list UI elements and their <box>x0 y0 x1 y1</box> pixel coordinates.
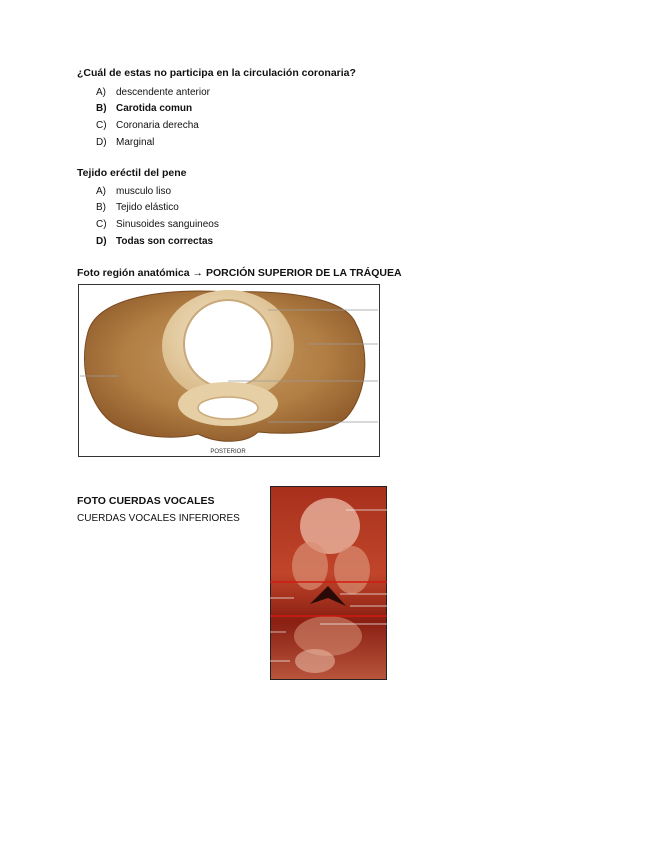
option-d <box>96 134 210 151</box>
option-c <box>96 117 210 134</box>
option-text: Carotida comun <box>116 103 193 115</box>
option-text: Coronaria derecha <box>116 119 199 131</box>
posterior-label: POSTERIOR <box>210 449 246 455</box>
question-2-title: Tejido eréctil del pene <box>77 167 187 179</box>
option-d-correct <box>96 233 219 250</box>
option-text: Tejido elástico <box>116 202 179 214</box>
option-text: Sinusoides sanguineos <box>116 218 219 230</box>
caption-answer: PORCIÓN SUPERIOR DE LA TRÁQUEA <box>205 267 402 279</box>
question-1-options <box>96 84 210 150</box>
trachea-cross-section-image <box>78 284 380 457</box>
option-letter: D) <box>96 136 107 148</box>
option-letter: A) <box>96 185 106 197</box>
photo-1-caption <box>77 267 402 279</box>
option-letter: C) <box>96 119 107 131</box>
question-1-title: ¿Cuál de estas no participa en la circulación coronaria? <box>77 67 356 79</box>
question-2-options <box>96 183 219 249</box>
vocal-cords-image <box>270 486 387 680</box>
option-b <box>96 200 219 217</box>
option-a <box>96 183 219 200</box>
option-c <box>96 216 219 233</box>
option-b-correct <box>96 101 210 118</box>
option-text: Todas son correctas <box>116 235 214 247</box>
photo-2-answer: CUERDAS VOCALES INFERIORES <box>77 513 240 524</box>
caption-prefix: Foto región anatómica → <box>77 267 206 279</box>
option-letter: A) <box>96 86 106 98</box>
option-text: descendente anterior <box>116 86 210 98</box>
option-letter: B) <box>96 103 107 115</box>
option-letter: D) <box>96 235 107 247</box>
option-a <box>96 84 210 101</box>
photo-2-title: FOTO CUERDAS VOCALES <box>77 495 215 507</box>
option-letter: B) <box>96 202 106 214</box>
option-letter: C) <box>96 218 107 230</box>
option-text: musculo liso <box>116 185 172 197</box>
option-text: Marginal <box>116 136 155 148</box>
